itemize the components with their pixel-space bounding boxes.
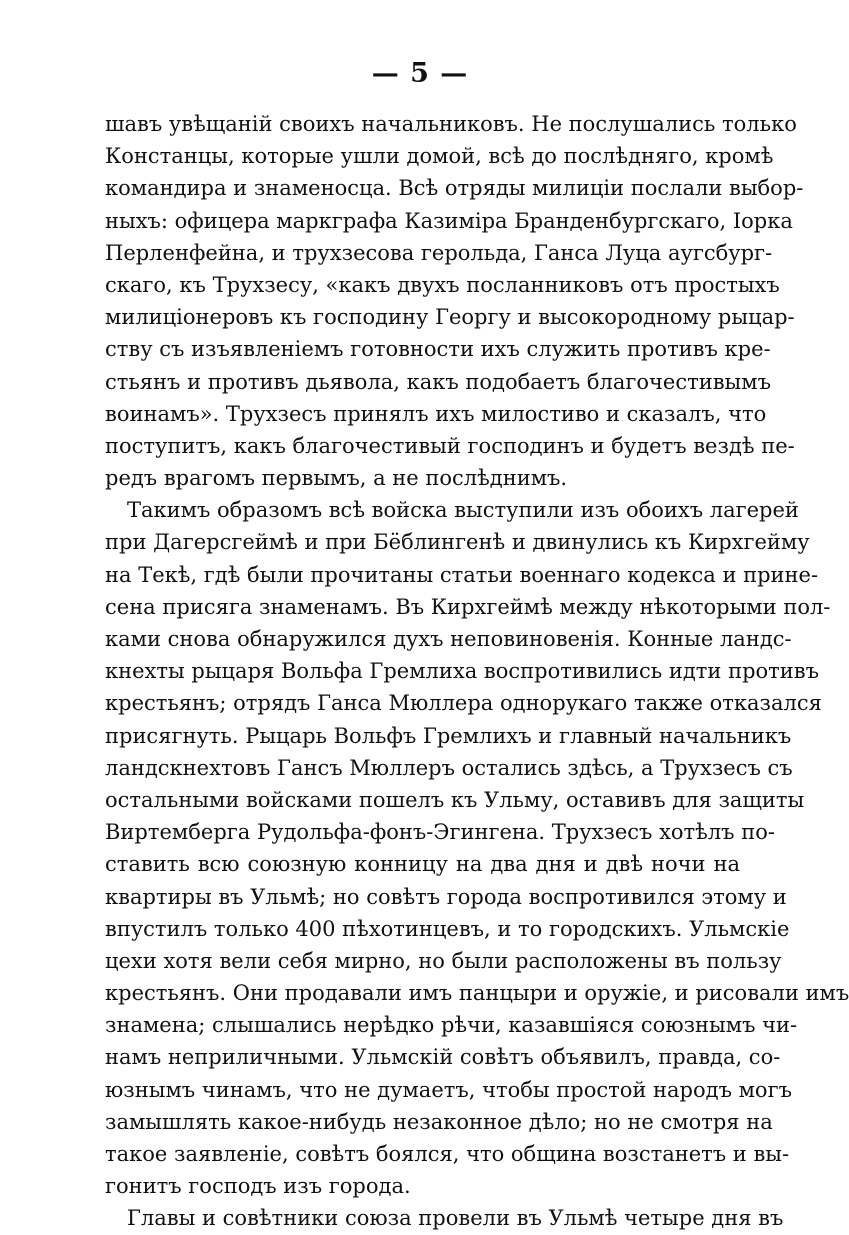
text-line: ставить всю союзную конницу на два дня и двѣ ночи на	[105, 852, 740, 877]
text-line: при Дагерсгеймѣ и при Бёблингенѣ и двинулись къ Кирхгейму	[105, 530, 810, 555]
text-line: Главы и совѣтники союза провели въ Ульмѣ четыре дня въ	[127, 1206, 784, 1231]
text-line: Констанцы, которые ушли домой, всѣ до послѣдняго, кромѣ	[105, 144, 774, 169]
text-line: на Текѣ, гдѣ были прочитаны статьи военнаго кодекса и прине-	[105, 562, 819, 587]
paragraph	[105, 494, 849, 1202]
text-line: крестьянъ; отрядъ Ганса Мюллера однорукаго также отказался	[105, 691, 822, 716]
text-line: милиціонеровъ къ господину Георгу и высокородному рыцар-	[105, 305, 795, 330]
text-line: Виртемберга Рудольфа-фонъ-Эгингена. Трухзесъ хотѣлъ по-	[105, 820, 775, 845]
text-line: сена присяга знаменамъ. Въ Кирхгеймѣ между нѣкоторыми пол-	[105, 594, 831, 619]
text-line: Перленфейна, и трухзесова герольда, Ганса Луца аугсбург-	[105, 240, 773, 265]
text-line: командира и знаменосца. Всѣ отряды милиціи послали выбор-	[105, 176, 804, 201]
text-line: присягнуть. Рыцарь Вольфъ Гремлихъ и главный начальникъ	[105, 723, 792, 748]
text-line: замышлять какое-нибудь незаконное дѣло; но не смотря на	[105, 1109, 773, 1134]
text-line: ныхъ: офицера маркграфа Казиміра Бранденбургскаго, Іорка	[105, 208, 793, 233]
text-line: впустилъ только 400 пѣхотинцевъ, и то городскихъ. Ульмскіе	[105, 916, 790, 941]
page-number: — 5 —	[371, 58, 469, 89]
text-line: цехи хотя вели себя мирно, но были расположены въ пользу	[105, 948, 782, 973]
text-line: квартиры въ Ульмѣ; но совѣтъ города воспротивился этому и	[105, 884, 787, 909]
text-line: ству съ изъявленіемъ готовности ихъ служить противъ кре-	[105, 337, 771, 362]
text-line: остальными войсками пошелъ къ Ульму, оставивъ для защиты	[105, 787, 805, 812]
text-line: скаго, къ Трухзесу, «какъ двухъ посланниковъ отъ простыхъ	[105, 272, 780, 297]
text-line: такое заявленіе, совѣтъ боялся, что община возстанетъ и вы-	[105, 1142, 790, 1166]
text-line: Такимъ образомъ всѣ войска выступили изъ обоихъ лагерей	[127, 498, 799, 523]
text-line: юзнымъ чинамъ, что не думаетъ, чтобы простой народъ могъ	[105, 1077, 792, 1102]
text-line: намъ неприличными. Ульмскій совѣтъ объявилъ, правда, со-	[105, 1045, 781, 1070]
paragraph	[105, 1202, 784, 1234]
paragraph	[105, 108, 804, 494]
text-line: редъ врагомъ первымъ, а не послѣднимъ.	[105, 466, 568, 491]
text-line: стьянъ и противъ дьявола, какъ подобаетъ благочестивымъ	[105, 369, 771, 394]
text-line: ландскнехтовъ Гансъ Мюллеръ остались здѣсь, а Трухзесъ съ	[105, 755, 793, 780]
body-text	[105, 108, 849, 1235]
text-line: воинамъ». Трухзесъ принялъ ихъ милостиво и сказалъ, что	[105, 401, 767, 426]
text-line: ками снова обнаружился духъ неповиновенія. Конные ландс-	[105, 627, 792, 651]
text-line: гонитъ господъ изъ города.	[105, 1174, 411, 1199]
text-line: знамена; слышались нерѣдко рѣчи, казавшіяся союзнымъ чи-	[105, 1013, 798, 1038]
text-line: крестьянъ. Они продавали имъ панцыри и оружіе, и рисовали имъ	[105, 981, 849, 1006]
text-line: шавъ увѣщаній своихъ начальниковъ. Не послушались только	[105, 112, 797, 136]
text-line: поступитъ, какъ благочестивый господинъ и будетъ вездѣ пе-	[105, 433, 795, 458]
text-line: кнехты рыцаря Вольфа Гремлиха воспротивились идти противъ	[105, 659, 819, 684]
